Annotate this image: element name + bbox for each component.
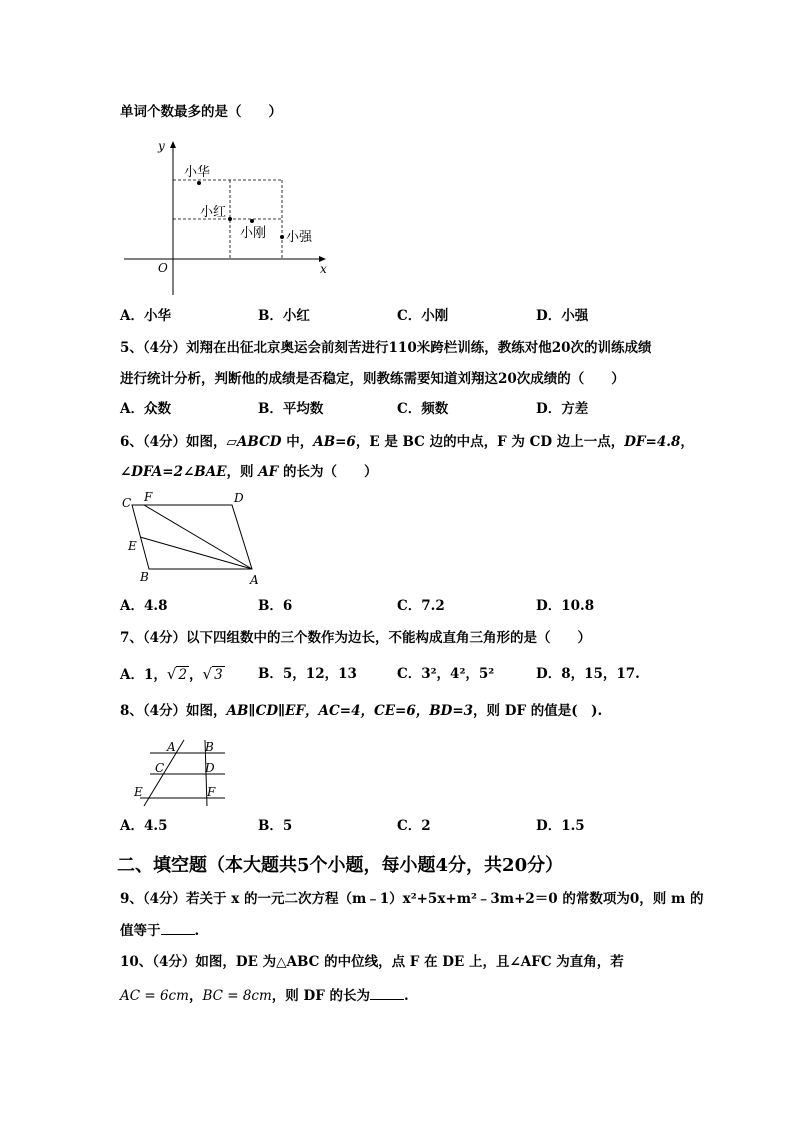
q6-option-c[interactable]: C．7.2: [397, 598, 445, 614]
point-xiaoqiang: [280, 235, 284, 239]
q8-option-b[interactable]: B．5: [258, 818, 293, 834]
q9-line2: 值等于 .: [120, 920, 199, 941]
q10-line1: 10、（4分）如图，DE 为△ABC 的中位线，点 F 在 DE 上，且∠AFC 为直角，若: [120, 954, 624, 970]
point-xiaohong: [228, 217, 232, 221]
q4-option-c[interactable]: C．小刚: [397, 308, 449, 324]
origin-label: O: [158, 261, 168, 275]
q10-line2: AC = 6cm，BC = 8cm，则 DF 的长为 .: [120, 985, 409, 1006]
x-axis-label: x: [320, 262, 327, 276]
y-axis-label: y: [158, 139, 165, 153]
q8-option-d[interactable]: D．1.5: [536, 818, 585, 834]
q8-stem: 8、（4分）如图，AB∥CD∥EF，AC=4，CE=6，BD=3，则 DF 的值是( ).: [120, 703, 603, 719]
q6-option-a[interactable]: A．4.8: [120, 598, 168, 614]
q6-option-b[interactable]: B．6: [258, 598, 293, 614]
q5-option-b[interactable]: B．平均数: [258, 401, 324, 417]
q7-option-b[interactable]: B．5，12，13: [258, 666, 357, 682]
q6-line1: 6、（4分）如图，▱ABCD 中，AB=6，E 是 BC 边的中点，F 为 CD 边上一点，DF=4.8，: [120, 434, 694, 450]
label-d: D: [205, 761, 215, 775]
label-xiaogang: 小刚: [240, 226, 267, 241]
q7-option-a[interactable]: A．1，√ 2 ，√ 3: [120, 665, 223, 683]
label-xiaohua: 小华: [184, 165, 211, 180]
q4-coordinate-figure: [120, 135, 340, 305]
q10-answer-blank[interactable]: [370, 985, 404, 1000]
label-f: F: [144, 490, 153, 504]
q6-parallelogram-figure: [120, 490, 280, 590]
label-c: C: [122, 496, 132, 510]
label-b: B: [205, 740, 214, 754]
label-c: C: [155, 761, 165, 775]
q4-option-d[interactable]: D．小强: [536, 308, 589, 324]
q8-option-c[interactable]: C．2: [397, 818, 431, 834]
label-d: D: [234, 491, 244, 505]
label-b: B: [140, 570, 149, 584]
q4-option-b[interactable]: B．小红: [258, 308, 310, 324]
label-a: A: [167, 740, 176, 754]
q9-line1: 9、（4分）若关于 x 的一元二次方程（m﹣1）x²+5x+m²﹣3m+2＝0 的常数项为0，则 m 的: [120, 891, 704, 907]
label-xiaoqiang: 小强: [286, 230, 313, 245]
q5-line2: 进行统计分析，判断他的成绩是否稳定，则教练需要知道刘翔这20次成绩的（ ）: [120, 371, 625, 387]
q5-option-d[interactable]: D．方差: [536, 401, 589, 417]
point-xiaohua: [197, 181, 201, 185]
q8-parallel-lines-figure: [130, 736, 230, 808]
q7-option-c[interactable]: C．3²，4²，5²: [397, 666, 495, 682]
q8-option-a[interactable]: A．4.5: [120, 818, 168, 834]
q7-option-d[interactable]: D．8，15，17.: [536, 666, 640, 682]
point-xiaogang: [250, 219, 254, 223]
q5-option-c[interactable]: C．频数: [397, 401, 449, 417]
label-e: E: [134, 785, 143, 799]
q9-answer-blank[interactable]: [161, 920, 195, 935]
q4-option-a[interactable]: A．小华: [120, 308, 171, 324]
label-f: F: [207, 785, 216, 799]
q6-line2: ∠DFA=2∠BAE，则 AF 的长为（ ）: [120, 464, 378, 480]
q7-stem: 7、（4分）以下四组数中的三个数作为边长，不能构成直角三角形的是（ ）: [120, 630, 592, 646]
label-xiaohong: 小红: [200, 205, 227, 220]
label-a: A: [250, 573, 259, 587]
q5-option-a[interactable]: A．众数: [120, 401, 171, 417]
section-title: 二、填空题（本大题共5个小题，每小题4分，共20分）: [117, 855, 564, 876]
q5-line1: 5、（4分）刘翔在出征北京奥运会前刻苦进行110米跨栏训练，教练对他20次的训练成绩: [120, 340, 652, 356]
q4-stem: 单词个数最多的是（ ）: [120, 104, 282, 120]
q6-option-d[interactable]: D．10.8: [536, 598, 595, 614]
label-e: E: [128, 539, 137, 553]
